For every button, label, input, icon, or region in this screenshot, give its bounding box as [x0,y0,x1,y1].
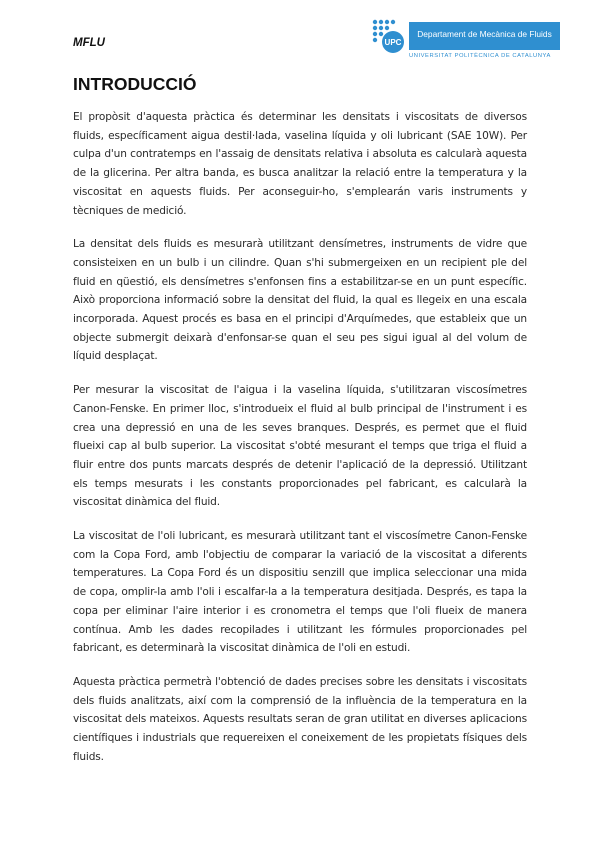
paragraph-purpose: El propòsit d'aquesta pràctica és determinar les densitats i viscositats de diversos fluids, específicament aigua destil·lada, vaselina líquida y oli lubricant (SAE 10W). Per culpa d'un contratemps en l'assaig de densitats relativa i absoluta es calcularà aquesta de la glicerina. Per altra banda, es busca analitzar la relació entre la temperatura y la viscositat en aquests fluids. Per aconseguir-ho, s'emplearán varis instruments y tècniques de medició. [73,111,527,217]
header-label: MFLU [73,37,105,49]
department-name: Departament de Mecànica de Fluids [417,29,552,39]
upc-logo-icon [371,18,407,54]
department-logo [371,16,571,62]
paragraph-viscosity-canon-fenske: Per mesurar la viscositat de l'aigua i la vaselina líquida, s'utilitzaran viscosímetres Canon-Fenske. En primer lloc, s'introdueix el fluid al bulb principal de l'instrument i es crea una depressió en una de les seves branques. Després, es permet que el fluid flueixi cap al bulb superior. La viscositat s'obté mesurant el temps que triga el fluid a fluir entre dos punts marcats després de detenir l'aplicació de la depressió. Utilitzant els temps mesurats i les constants proporcionades pel fabricant, es calcularà la viscositat dinàmica del fluid. [73,384,527,509]
page-title: INTRODUCCIÓ [73,74,197,94]
department-band [409,22,560,50]
paragraph-conclusion: Aquesta pràctica permetrà l'obtenció de dades precises sobre les densitats i viscositats dels fluids analitzats, així com la comprensió de la influència de la temperatura en la viscositat dels mateixos. Aquests resultats seran de gran utilitat en diverses aplicacions científiques i industrials que requereixen el coneixement de les propietats físiques dels fluids. [73,675,527,763]
paragraph-density: La densitat dels fluids es mesurarà utilitzant densímetres, instruments de vidre que consisteixen en un bulb i un cilindre. Quan s'hi submergeixen en un recipient ple del fluid en qüestió, els densímetres s'enfonsen fins a estabilitzar-se en un punt específic. Això proporciona informació sobre la densitat del fluid, la qual es llegeix en una escala incorporada. Aquest procés es basa en el principi d'Arquímedes, que estableix que un objecte submergit deixarà d'enfonsar-se quan el seu pes sigui igual al del volum de líquid desplaçat. [73,238,527,363]
upc-logo-mark: UPC [384,38,402,47]
document-body [73,108,527,782]
paragraph-viscosity-copa-ford: La viscositat de l'oli lubricant, es mesurarà utilitzant tant el viscosímetre Canon-Fenske com la Copa Ford, amb l'objectiu de comparar la variació de la viscositat a diferents temperatures. La Copa Ford és un dispositiu senzill que implica seleccionar una mida de copa, omplir-la amb l'oli i escalfar-la a la temperatura desitjada. Després, es tapa la copa per eliminar l'aire interior i es cronometra el temps que l'oli flueix de manera contínua. Amb les dades recopilades i utilitzant les fórmules proporcionades pel fabricant, es determinarà la viscositat dinàmica de l'oli en estudi. [73,530,527,655]
university-name: UNIVERSITAT POLITÈCNICA DE CATALUNYA [409,53,551,59]
